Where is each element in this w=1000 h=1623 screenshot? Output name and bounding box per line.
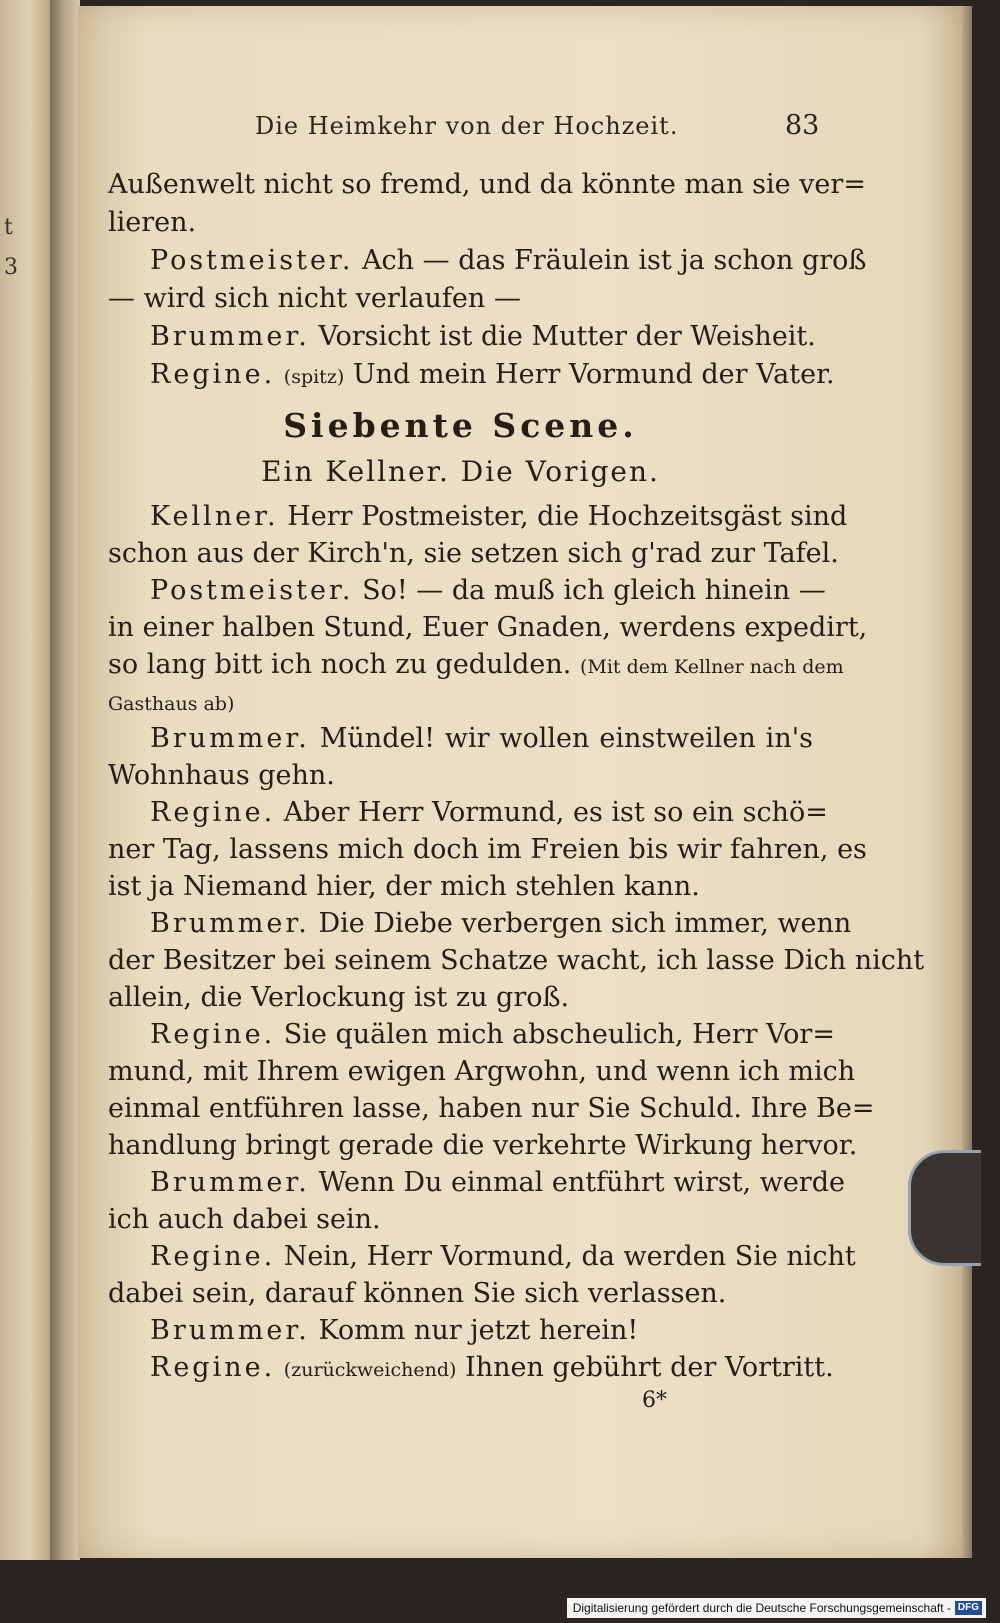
speaker-name: Regine.: [150, 797, 276, 828]
text-line: [150, 907, 852, 941]
line-text: Wohnhaus gehn.: [108, 760, 335, 791]
text-line: [108, 1203, 381, 1237]
stage-direction: (zurückweichend): [283, 1359, 457, 1381]
text-line: [108, 206, 196, 240]
text-line: [108, 168, 866, 202]
text-line: [150, 796, 828, 830]
line-text: Herr Postmeister, die Hochzeitsgäst sind: [287, 501, 848, 532]
line-text: allein, die Verlockung ist zu groß.: [108, 982, 570, 1013]
speaker-name: Brummer.: [150, 723, 310, 754]
line-text: ist ja Niemand hier, der mich stehlen kann.: [108, 871, 700, 902]
text-line: [150, 722, 813, 756]
line-text: lieren.: [108, 207, 197, 238]
page-clip-tab: [908, 1150, 981, 1266]
text-line: [150, 1351, 834, 1387]
text-line: [150, 574, 826, 608]
text-line: [108, 759, 335, 793]
speaker-name: Brummer.: [150, 1167, 310, 1198]
line-text: so lang bitt ich noch zu gedulden.: [108, 649, 572, 680]
scene-title: Siebente Scene.: [283, 406, 638, 445]
text-line: [150, 1018, 835, 1052]
digitization-credit: [567, 1598, 986, 1618]
text-line: [150, 1314, 638, 1348]
stage-direction: (spitz): [283, 366, 345, 388]
text-line: [108, 1055, 856, 1089]
page-number: 83: [785, 110, 820, 141]
line-text: So! — da muß ich gleich hinein —: [362, 575, 826, 606]
line-text: — wird sich nicht verlaufen —: [108, 283, 521, 314]
left-page-fragment: 3: [4, 255, 18, 280]
text-line: [108, 833, 867, 867]
line-text: schon aus der Kirch'n, sie setzen sich g'rad zur Tafel.: [108, 538, 839, 569]
text-line: [150, 358, 835, 394]
speaker-name: Kellner.: [150, 501, 279, 532]
line-text: Wenn Du einmal entführt wirst, werde: [318, 1167, 845, 1198]
line-text: der Besitzer bei seinem Schatze wacht, ich lasse Dich nicht: [108, 945, 925, 976]
speaker-name: Brummer.: [150, 908, 310, 939]
text-line: [108, 685, 234, 721]
dfg-logo: DFG: [955, 1601, 982, 1615]
page-edge: [962, 6, 972, 1558]
speaker-name: Regine.: [150, 1241, 276, 1272]
line-text: Die Diebe verbergen sich immer, wenn: [318, 908, 852, 939]
text-line: [108, 537, 839, 571]
line-text: ich auch dabei sein.: [108, 1204, 381, 1235]
book-gutter: [50, 0, 80, 1560]
line-text: Sie quälen mich abscheulich, Herr Vor=: [283, 1019, 835, 1050]
line-text: handlung bringt gerade die verkehrte Wirkung hervor.: [108, 1130, 858, 1161]
text-line: [150, 320, 816, 354]
signature-mark: 6*: [642, 1388, 667, 1413]
text-line: [108, 282, 521, 316]
text-line: [150, 1240, 856, 1274]
speaker-name: Regine.: [150, 359, 276, 390]
text-line: [108, 648, 844, 684]
line-text: mund, mit Ihrem ewigen Argwohn, und wenn ich mich: [108, 1056, 856, 1087]
line-text: ner Tag, lassens mich doch im Freien bis wir fahren, es: [108, 834, 867, 865]
text-line: [108, 611, 868, 645]
line-text: Nein, Herr Vormund, da werden Sie nicht: [283, 1241, 856, 1272]
line-text: einmal entführen lasse, haben nur Sie Schuld. Ihre Be=: [108, 1093, 875, 1124]
line-text: Mündel! wir wollen einstweilen in's: [319, 723, 813, 754]
text-line: [108, 1277, 726, 1311]
text-line: [108, 1092, 875, 1126]
text-line: [150, 1166, 845, 1200]
line-text: in einer halben Stund, Euer Gnaden, werdens expedirt,: [108, 612, 868, 643]
text-line: [150, 244, 867, 278]
text-line: [108, 944, 925, 978]
speaker-name: Brummer.: [150, 321, 310, 352]
text-line: [108, 1129, 857, 1163]
line-text: dabei sein, darauf können Sie sich verlassen.: [108, 1278, 727, 1309]
line-text: Komm nur jetzt herein!: [318, 1315, 639, 1346]
speaker-name: Regine.: [150, 1019, 276, 1050]
stage-direction: (Mit dem Kellner nach dem: [579, 656, 844, 678]
speaker-name: Postmeister.: [150, 575, 354, 606]
credit-text: Digitalisierung gefördert durch die Deutsche Forschungsgemeinschaft -: [572, 1601, 951, 1615]
line-text: Ihnen gebührt der Vortritt.: [465, 1352, 834, 1383]
speaker-name: Brummer.: [150, 1315, 310, 1346]
line-text: Und mein Herr Vormund der Vater.: [352, 359, 835, 390]
speaker-name: Regine.: [150, 1352, 276, 1383]
line-text: Vorsicht ist die Mutter der Weisheit.: [318, 321, 816, 352]
speaker-name: Postmeister.: [150, 245, 354, 276]
left-page-fragment: t: [4, 215, 13, 240]
text-line: [150, 500, 848, 534]
stage-direction: Gasthaus ab): [108, 693, 235, 715]
line-text: Aber Herr Vormund, es ist so ein schö=: [283, 797, 828, 828]
text-line: [108, 981, 569, 1015]
text-line: [108, 870, 700, 904]
scene-cast: Ein Kellner. Die Vorigen.: [261, 455, 660, 488]
left-page-edge: [0, 0, 50, 1560]
line-text: Ach — das Fräulein ist ja schon groß: [362, 245, 867, 276]
running-title: Die Heimkehr von der Hochzeit.: [255, 112, 679, 140]
line-text: Außenwelt nicht so fremd, und da könnte man sie ver=: [108, 169, 866, 200]
